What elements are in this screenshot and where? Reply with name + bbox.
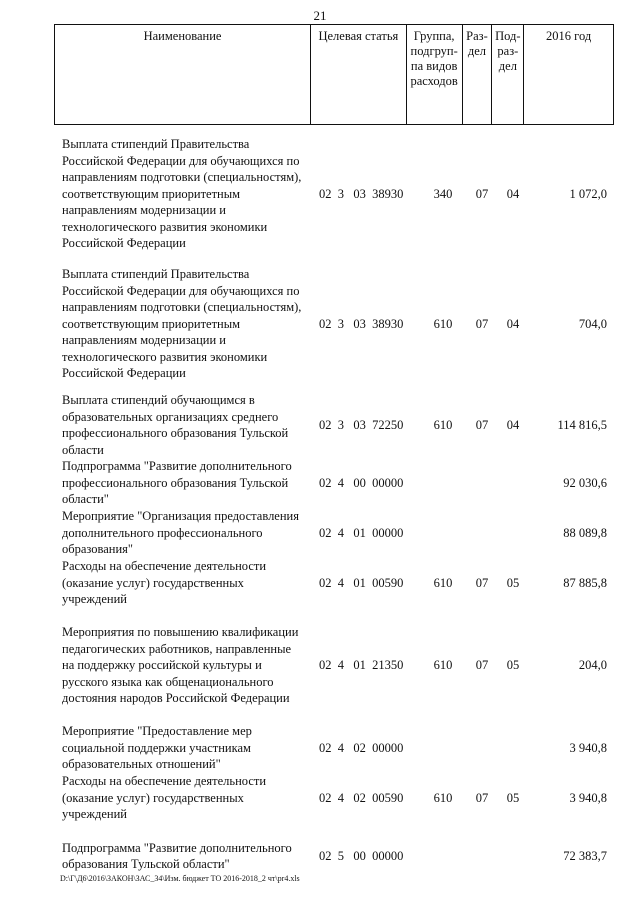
row-target-article: 02 4 00 00000 <box>319 475 404 490</box>
row-name: Мероприятия по повышению квалификации педагогических работников, направленные на поддержку российской культуры и русского языка как общенационального достояния народов Российской Федерации <box>62 625 299 706</box>
table-body <box>62 126 607 873</box>
row-group: 610 <box>433 316 453 331</box>
row-section: 07 <box>475 575 489 590</box>
table-row <box>62 136 607 252</box>
row-name: Выплата стипендий Правительства Российской Федерации для обучающихся по направлениям подготовки (специальностям), соответствующим приоритетным направлениям модернизации и технологического развития экономики Российской Федерации <box>62 137 302 251</box>
row-target-article: 02 3 03 38930 <box>319 316 404 331</box>
row-group: 610 <box>433 575 453 590</box>
header-year: 2016 год <box>546 29 592 43</box>
row-group: 610 <box>433 658 453 672</box>
header-subsection: Под- раз- дел <box>492 25 524 124</box>
row-subsection: 04 <box>506 417 520 432</box>
row-section: 07 <box>475 790 489 805</box>
table-row <box>62 773 607 823</box>
row-target-article: 02 4 01 21350 <box>319 658 404 672</box>
table-row <box>62 723 607 773</box>
row-target-article: 02 4 01 00000 <box>319 525 404 540</box>
row-amount: 3 940,8 <box>569 790 607 805</box>
row-name: Подпрограмма "Развитие дополнительного профессионального образования Тульской области" <box>62 459 292 507</box>
header-expense-group: Группа, подгруп- па видов расходов <box>407 25 463 124</box>
row-group: 610 <box>433 790 453 805</box>
table-header <box>54 24 614 125</box>
row-amount: 88 089,8 <box>563 525 607 540</box>
row-name: Выплата стипендий Правительства Российской Федерации для обучающихся по направлениям подготовки (специальностям), соответствующим приоритетным направлениям модернизации и технологического развития экономики Российской Федерации <box>62 267 302 381</box>
row-subsection: 05 <box>506 658 520 672</box>
row-name: Подпрограмма "Развитие дополнительного образования Тульской области" <box>62 840 292 871</box>
row-target-article: 02 4 02 00590 <box>319 790 404 805</box>
row-target-article: 02 4 01 00590 <box>319 575 404 590</box>
table-row <box>62 624 607 707</box>
page-number: 21 <box>313 8 327 23</box>
row-amount: 3 940,8 <box>569 740 607 755</box>
row-subsection: 04 <box>506 316 520 331</box>
row-amount: 1 072,0 <box>569 186 607 201</box>
row-name: Мероприятие "Организация предоставления дополнительного профессионального образования" <box>62 509 299 557</box>
row-section: 07 <box>475 316 489 331</box>
row-section: 07 <box>475 186 489 201</box>
row-subsection: 05 <box>506 790 520 805</box>
row-name: Расходы на обеспечение деятельности (оказание услуг) государственных учреждений <box>62 774 267 822</box>
header-name: Наименование <box>55 25 311 124</box>
table-row <box>62 392 607 458</box>
row-subsection: 04 <box>506 186 520 201</box>
table-row <box>62 839 607 873</box>
row-target-article: 02 4 02 00000 <box>319 740 404 755</box>
row-section: 07 <box>475 417 489 432</box>
row-name: Расходы на обеспечение деятельности (оказание услуг) государственных учреждений <box>62 559 267 607</box>
row-amount: 204,0 <box>578 658 607 672</box>
row-section: 07 <box>475 658 489 672</box>
row-target-article: 02 3 03 38930 <box>319 186 404 201</box>
row-amount: 87 885,8 <box>563 575 607 590</box>
table-row <box>62 558 607 608</box>
row-subsection: 05 <box>506 575 520 590</box>
table-row <box>62 458 607 508</box>
row-amount: 114 816,5 <box>557 417 607 432</box>
table-row <box>62 508 607 558</box>
row-name: Мероприятие "Предоставление мер социальной поддержки участникам образовательных отношений" <box>62 724 252 772</box>
row-name: Выплата стипендий обучающимся в образовательных организациях среднего профессионального образования Тульской области <box>62 393 289 457</box>
row-amount: 72 383,7 <box>563 848 607 863</box>
header-section: Раз- дел <box>463 25 493 124</box>
row-target-article: 02 3 03 72250 <box>319 417 404 432</box>
table-row <box>62 266 607 382</box>
row-amount: 92 030,6 <box>563 475 607 490</box>
file-path-footer: D:\Г\Д6\2016\ЗАКОН\ЗАС_34\Изм. бюджет ТО 2016-2018_2 чт\pr4.xls <box>60 874 300 883</box>
row-group: 610 <box>433 417 453 432</box>
header-target-article: Целевая статья <box>311 25 407 124</box>
row-target-article: 02 5 00 00000 <box>319 848 404 863</box>
row-group: 340 <box>433 186 453 201</box>
row-amount: 704,0 <box>578 316 607 331</box>
